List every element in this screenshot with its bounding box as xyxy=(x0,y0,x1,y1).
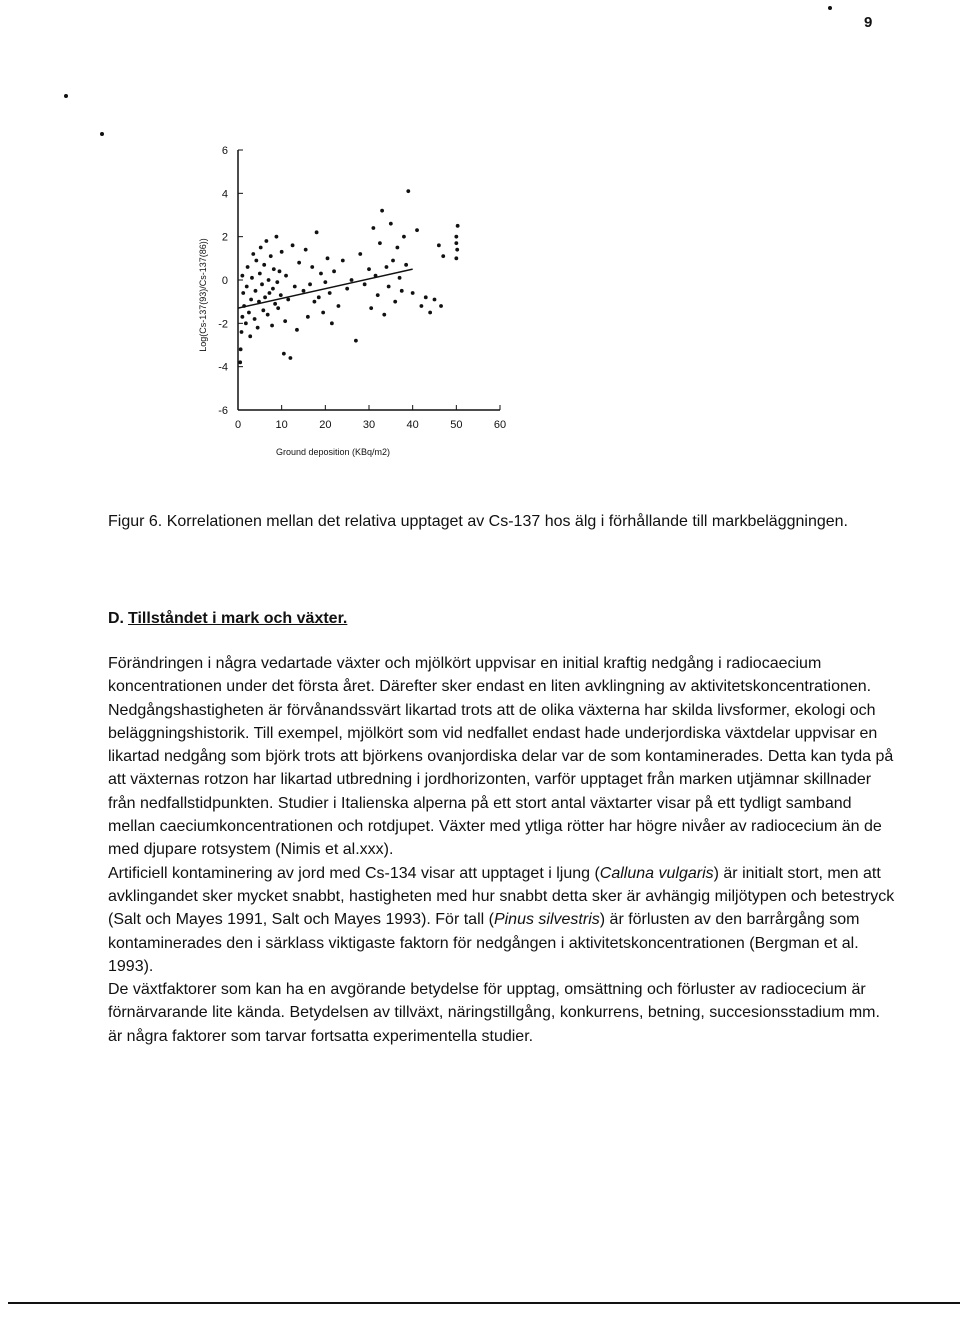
data-point xyxy=(404,263,408,267)
data-point xyxy=(248,334,252,338)
data-point xyxy=(363,282,367,286)
data-point xyxy=(240,274,244,278)
data-point xyxy=(395,246,399,250)
y-tick-label: -2 xyxy=(218,318,228,331)
data-point xyxy=(323,280,327,284)
data-point xyxy=(291,243,295,247)
data-point xyxy=(241,291,245,295)
data-point xyxy=(293,285,297,289)
data-point xyxy=(251,252,255,256)
data-point xyxy=(358,252,362,256)
data-point xyxy=(380,209,384,213)
text-run: ) är förlusten av den barrårgång som kontaminerades den i särklass viktigaste faktorn för nedgången i aktivitetskoncentrationen (Bergman et al. 1993). xyxy=(108,911,860,975)
data-point xyxy=(275,235,279,239)
trend-line xyxy=(238,269,413,308)
scatter-chart xyxy=(180,130,520,460)
data-point xyxy=(321,311,325,315)
data-point xyxy=(315,230,319,234)
data-point xyxy=(245,285,249,289)
data-point xyxy=(310,265,314,269)
data-point xyxy=(387,285,391,289)
data-point xyxy=(249,298,253,302)
data-point xyxy=(276,306,280,310)
data-point xyxy=(308,282,312,286)
data-point xyxy=(371,226,375,230)
data-point xyxy=(439,304,443,308)
data-point xyxy=(454,241,458,245)
data-point xyxy=(280,250,284,254)
y-tick-label: -6 xyxy=(218,405,228,417)
data-point xyxy=(289,356,293,360)
italic-species: Calluna vulgaris xyxy=(599,864,714,882)
data-point xyxy=(330,321,334,325)
data-point xyxy=(264,239,268,243)
scan-speck xyxy=(828,6,832,10)
data-point xyxy=(337,304,341,308)
data-point xyxy=(267,278,271,282)
data-point xyxy=(273,302,277,306)
data-point xyxy=(306,315,310,319)
data-point xyxy=(269,254,273,258)
data-point xyxy=(254,289,258,293)
data-point xyxy=(317,295,321,299)
data-point xyxy=(297,261,301,265)
data-point xyxy=(247,311,251,315)
data-point xyxy=(402,235,406,239)
paragraph xyxy=(108,862,898,978)
data-point xyxy=(367,267,371,271)
data-point xyxy=(268,291,272,295)
x-tick-label: 60 xyxy=(493,419,507,431)
data-point xyxy=(313,300,317,304)
y-tick-label: 0 xyxy=(221,275,228,287)
data-point xyxy=(259,246,263,250)
y-tick-label: 4 xyxy=(221,188,228,201)
scan-speck xyxy=(64,94,68,98)
text-run: ) är initialt stort, men att avklingandet sker mycket snabbt, hastigheten med hur snabbt detta sker är avhängig miljötypen och betestryck (Salt och Mayes 1991, Salt och Mayes 1993). För tall ( xyxy=(108,864,895,929)
italic-species: Pinus silvestris xyxy=(493,911,600,929)
data-point xyxy=(246,265,250,269)
data-point xyxy=(256,326,260,330)
data-point xyxy=(350,278,354,282)
data-point xyxy=(326,256,330,260)
data-point xyxy=(406,189,410,193)
data-point xyxy=(332,269,336,273)
data-point xyxy=(258,272,262,276)
data-point xyxy=(428,311,432,315)
data-point xyxy=(260,282,264,286)
data-point xyxy=(382,313,386,317)
section-title: Tillståndet i mark och växter. xyxy=(128,610,348,627)
data-point xyxy=(302,289,306,293)
data-point xyxy=(398,276,402,280)
data-point xyxy=(253,317,257,321)
data-point xyxy=(250,276,254,280)
x-tick-label: 20 xyxy=(319,419,332,431)
data-point xyxy=(284,274,288,278)
data-point xyxy=(319,272,323,276)
section-heading xyxy=(108,610,347,628)
data-point xyxy=(378,241,382,245)
data-point xyxy=(262,263,266,267)
data-point xyxy=(328,291,332,295)
chart-trendline xyxy=(238,269,413,308)
data-point xyxy=(376,293,380,297)
data-point xyxy=(454,235,458,239)
data-point xyxy=(454,256,458,260)
data-point xyxy=(433,298,437,302)
data-point xyxy=(275,280,279,284)
section-prefix: D. xyxy=(108,610,124,627)
data-point xyxy=(239,347,243,351)
x-tick-label: 40 xyxy=(406,419,419,431)
footer-rule xyxy=(8,1302,960,1304)
data-point xyxy=(270,324,274,328)
data-point xyxy=(456,224,460,228)
page-number: 9 xyxy=(864,14,873,31)
data-point xyxy=(420,304,424,308)
paragraph: Förändringen i några vedartade växter och mjölkört uppvisar en initial kraftig nedgång i radiocaecium koncentrationen under det första året. Därefter sker endast en liten avklingning av aktivitetskoncentrationen. Nedgångshastigheten är förvånandssvärt likartad trots att de olika växterna har skilda livsformer, ekologi och beläggningshistorik. Till exempel, mjölkört som vid nedfallet endast hade underjordiska växtdelar uppvisar en likartad nedgång som björk trots att björkens ovanjordiska delar var de som kontaminerades. Detta kan tyda på att växternas rotzon har likartad utbredning i jordhorizonten, varför upptaget från marken utjämnar skillnader från nedfallstidpunkten. Studier i Italienska alperna på ett stort antal växtarter visar på ett tydligt samband mellan caeciumkoncentrationen och rotdjupet. Växter med ytliga rötter har högre nivåer av radiocecium än de med djupare rotsystem (Nimis et al.xxx). xyxy=(108,655,894,859)
chart-points xyxy=(238,189,459,364)
data-point xyxy=(295,328,299,332)
data-point xyxy=(261,308,265,312)
data-point xyxy=(238,360,242,364)
data-point xyxy=(278,269,282,273)
data-point xyxy=(286,298,290,302)
x-axis-label: Ground deposition (KBq/m2) xyxy=(275,447,391,457)
data-point xyxy=(266,313,270,317)
figure-caption: Figur 6. Korrelationen mellan det relativa upptaget av Cs-137 hos älg i förhållande till markbeläggningen. xyxy=(108,513,848,530)
data-point xyxy=(254,259,258,263)
data-point xyxy=(354,339,358,343)
body-text xyxy=(108,652,898,1048)
data-point xyxy=(240,315,244,319)
data-point xyxy=(271,287,275,291)
data-point xyxy=(400,289,404,293)
data-point xyxy=(341,259,345,263)
data-point xyxy=(282,352,286,356)
data-point xyxy=(393,300,397,304)
scan-speck xyxy=(100,132,104,136)
data-point xyxy=(411,291,415,295)
y-axis-label: Log(Cs-137(93)/Cs-137(86)) xyxy=(198,238,208,352)
data-point xyxy=(304,248,308,252)
y-tick-label: 6 xyxy=(221,145,228,157)
data-point xyxy=(272,267,276,271)
data-point xyxy=(244,321,248,325)
chart-axes xyxy=(238,150,500,410)
data-point xyxy=(279,293,283,297)
data-point xyxy=(437,243,441,247)
x-tick-label: 10 xyxy=(275,419,288,431)
data-point xyxy=(369,306,373,310)
data-point xyxy=(441,254,445,258)
text-run: Artificiell kontaminering av jord med Cs-134 visar att upptaget i ljung ( xyxy=(108,864,600,882)
data-point xyxy=(424,295,428,299)
data-point xyxy=(391,259,395,263)
data-point xyxy=(455,248,459,252)
data-point xyxy=(385,265,389,269)
y-tick-label: -4 xyxy=(218,361,228,374)
data-point xyxy=(345,287,349,291)
x-tick-label: 50 xyxy=(450,419,463,431)
data-point xyxy=(263,295,267,299)
data-point xyxy=(415,228,419,232)
data-point xyxy=(240,330,244,334)
data-point xyxy=(283,319,287,323)
data-point xyxy=(389,222,393,226)
y-tick-label: 2 xyxy=(221,231,228,244)
paragraph: De växtfaktorer som kan ha en avgörande betydelse för upptag, omsättning och förluster av radiocecium är förnärvarande lite kända. Betydelsen av tillväxt, näringstillgång, konkurrens, betning, succesionsstadium mm. är några faktorer som tarvar fortsatta experimentella studier. xyxy=(108,981,880,1045)
x-tick-label: 30 xyxy=(362,419,376,431)
x-tick-label: 0 xyxy=(234,419,242,431)
